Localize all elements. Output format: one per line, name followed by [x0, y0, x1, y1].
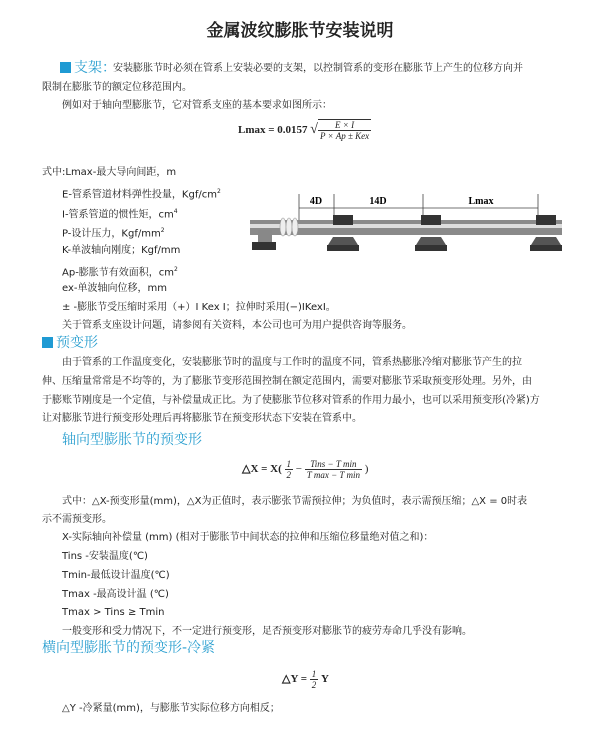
def-i	[62, 205, 178, 222]
def-p-text: P-设计压力，Kgf/mm	[62, 228, 161, 240]
predeform-para-4: 让对膨胀节进行预变形处理后再将膨胀节在预变形状态下安装在管系中。	[42, 413, 362, 424]
axial-formula	[242, 458, 368, 480]
def-lmax: 式中:Lmax-最大导向间距，m	[42, 167, 177, 178]
def-pm: ± -膨胀节受压缩时采用（+）I Kex I；拉伸时采用(−)IKexI。	[62, 302, 336, 313]
dim-4d: 4D	[309, 196, 323, 207]
axial-line-2: 示不需预变形。	[42, 514, 112, 525]
axial-line-8: 一般变形和受力情况下，不一定进行预变形，足否预变形对膨胀节的疲劳寿命几乎没有影响。	[62, 626, 472, 637]
half-fraction	[310, 669, 319, 690]
support-heading	[60, 59, 116, 77]
predeform-para-1: 由于管系的工作温度变化，安装膨胀节时的温度与工作时的温度不同，管系热膨胀冷缩对膨胀节产生的拉	[62, 357, 522, 368]
axial-line-1: 式中：△X-预变形量(mm)，△X为正值时，表示膨张节需预拉伸；为负值时，表示需预压缩；△X = 0时表	[62, 496, 528, 507]
sup: 2	[174, 266, 178, 273]
minus: −	[295, 463, 302, 475]
lateral-heading: 横向型膨胀节的预变形-冷紧	[42, 640, 216, 656]
formula-fraction	[318, 119, 371, 141]
sup: 4	[173, 208, 178, 215]
support-intro-2: 限制在膨胀节的额定位移范围内。	[42, 82, 192, 93]
axial-line-7: Tmax > Tins ≥ Tmin	[62, 607, 165, 618]
denominator: T max − T min	[306, 469, 361, 480]
denominator: 2	[286, 469, 292, 480]
formula-lhs: Lmax = 0.0157	[238, 124, 308, 136]
close-paren: )	[364, 463, 369, 475]
predeform-heading	[42, 334, 98, 352]
support-example: 例如对于轴向型膨胀节，它对管系支座的基本要求如图所示：	[62, 100, 332, 111]
dim-lmax: Lmax	[468, 196, 494, 207]
numerator: Tins − T min	[305, 459, 362, 470]
denominator: 2	[311, 679, 317, 690]
formula-denominator: P × Ap ± Kex	[319, 131, 370, 142]
formula-lhs: △X = X(	[242, 463, 282, 475]
axial-line-6: Tmax -最高设计温 (℃)	[62, 589, 169, 600]
axial-line-5: Tmin-最低设计温度(℃)	[62, 570, 170, 581]
formula-numerator: E × I	[318, 120, 371, 131]
temp-fraction	[305, 459, 362, 480]
dim-14d: 14D	[369, 196, 387, 207]
numerator: 1	[286, 458, 292, 469]
support-note: 关于管系支座设计问题，请参阅有关资料，本公司也可为用户提供咨询等服务。	[62, 320, 412, 331]
support-intro-1: 安装膨胀节时必须在管系上安装必要的支架，以控制管系的变形在膨胀节上产生的位移方向并	[113, 63, 523, 74]
lateral-line: △Y -冷紧量(mm)，与膨胀节实际位移方向相反；	[62, 703, 280, 714]
sup: 2	[160, 227, 165, 234]
def-ap	[62, 263, 178, 280]
half-fraction	[285, 459, 294, 480]
lateral-formula	[282, 668, 329, 690]
def-p	[62, 224, 165, 241]
bullet-square-icon	[60, 62, 71, 73]
formula-lhs: △Y =	[282, 673, 308, 685]
axial-heading: 轴向型膨胀节的预变形	[62, 432, 202, 448]
page-title: 金属波纹膨胀节安装说明	[206, 21, 394, 41]
predeform-heading-text: 预变形	[56, 335, 98, 351]
bellows	[280, 218, 298, 236]
def-e-text: E-管系管道材料弹性投量，Kgf/cm	[62, 189, 217, 201]
sqrt-icon: √	[310, 122, 318, 137]
sup: 2	[216, 188, 221, 195]
support-heading-text: 支架：	[74, 60, 116, 76]
bullet-square-icon	[42, 337, 53, 348]
predeform-para-3: 于膨账节刚度是一个定值，与补偿量成正比。为了使膨胀节位移对管系的作用力最小，也可以采用预变形(冷紧)方	[42, 395, 540, 406]
def-k: K-单波轴向刚度；Kgf/mm	[62, 245, 181, 256]
predeform-para-2: 伸、压缩量常常是不均等的，为了膨胀节变形范围控制在额定范围内，需要对膨胀节采取预变形处理。另外，由	[42, 376, 532, 387]
def-e	[62, 185, 221, 202]
axial-line-3: X-实际轴向补偿量 (mm) (相对于膨胀节中间状态的拉伸和压缩位移量绝对值之和)：	[62, 532, 434, 543]
numerator: 1	[311, 668, 317, 679]
def-ap-text: Ap-膨胀节有效面积，cm	[62, 267, 175, 279]
def-ex: ex-单波轴向位移，mm	[62, 283, 167, 294]
pipe-support-diagram	[245, 190, 565, 265]
lmax-formula	[238, 118, 371, 142]
def-i-text: I-管系管道的惯性矩，cm	[62, 209, 174, 221]
axial-line-4: Tins -安装温度(℃)	[62, 551, 148, 562]
formula-rhs: Y	[321, 673, 329, 685]
